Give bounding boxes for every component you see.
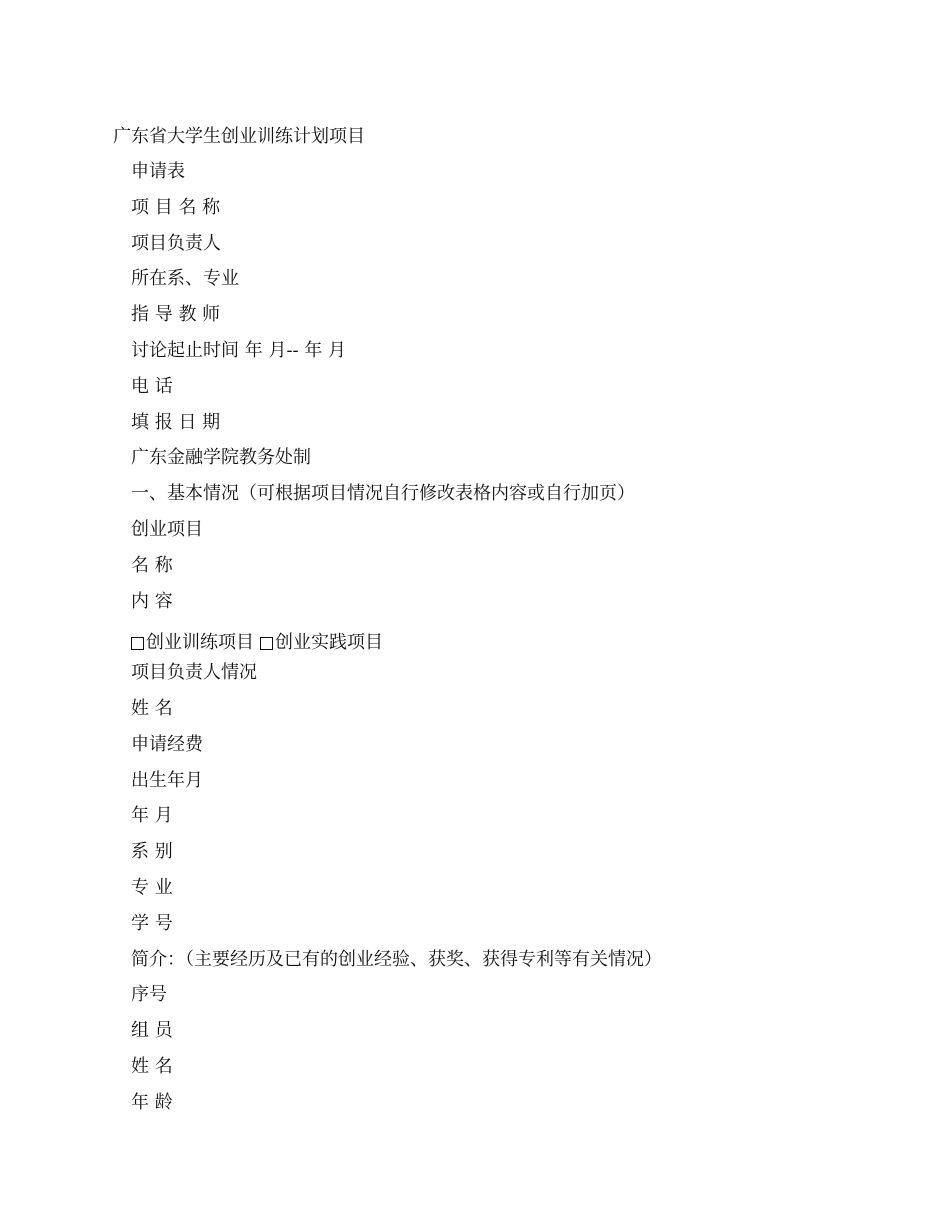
text-line-birth-date: 出生年月	[131, 769, 203, 791]
text-line-member-name: 姓 名	[131, 1055, 173, 1077]
text-line-team-members: 组 员	[131, 1020, 173, 1042]
text-line-discussion-period: 讨论起止时间 年 月-- 年 月	[131, 339, 347, 361]
document-title: 广东省大学生创业训练计划项目	[113, 126, 365, 147]
text-line-major: 专 业	[131, 876, 173, 898]
document-lines	[131, 160, 662, 1127]
text-line-department-major: 所在系、专业	[131, 268, 239, 290]
text-line-advisor: 指 导 教 师	[131, 304, 221, 326]
text-line-project-name: 项 目 名 称	[131, 196, 221, 218]
project-type-options	[131, 625, 662, 661]
text-line-student-id: 学 号	[131, 912, 173, 934]
text-line-issuer: 广东金融学院教务处制	[131, 447, 311, 469]
text-line-serial-number: 序号	[131, 984, 167, 1006]
text-line-department: 系 别	[131, 841, 173, 863]
text-line-project-leader: 项目负责人	[131, 232, 221, 254]
checkbox-training-project[interactable]	[131, 637, 144, 650]
text-line-requested-funds: 申请经费	[131, 733, 203, 755]
text-line-year-month: 年 月	[131, 805, 173, 827]
text-line-fill-date: 填 报 日 期	[131, 411, 221, 433]
text-line-person-name: 姓 名	[131, 697, 173, 719]
checkbox-label-practice-project: 创业实践项目	[275, 632, 383, 654]
checkbox-practice-project[interactable]	[260, 637, 273, 650]
text-line-application-form: 申请表	[131, 161, 185, 182]
text-line-age: 年 龄	[131, 1091, 173, 1113]
text-line-content: 内 容	[131, 590, 173, 612]
text-line-startup-project: 创业项目	[131, 518, 203, 540]
text-line-bio: 简介：（主要经历及已有的创业经验、获奖、获得专利等有关情况）	[131, 948, 662, 970]
text-line-section-basic-info: 一、基本情况（可根据项目情况自行修改表格内容或自行加页）	[131, 483, 635, 505]
checkbox-label-training-project: 创业训练项目	[146, 632, 254, 654]
text-line-name: 名 称	[131, 554, 173, 576]
text-line-leader-info: 项目负责人情况	[131, 662, 257, 684]
text-line-phone: 电 话	[131, 375, 173, 397]
